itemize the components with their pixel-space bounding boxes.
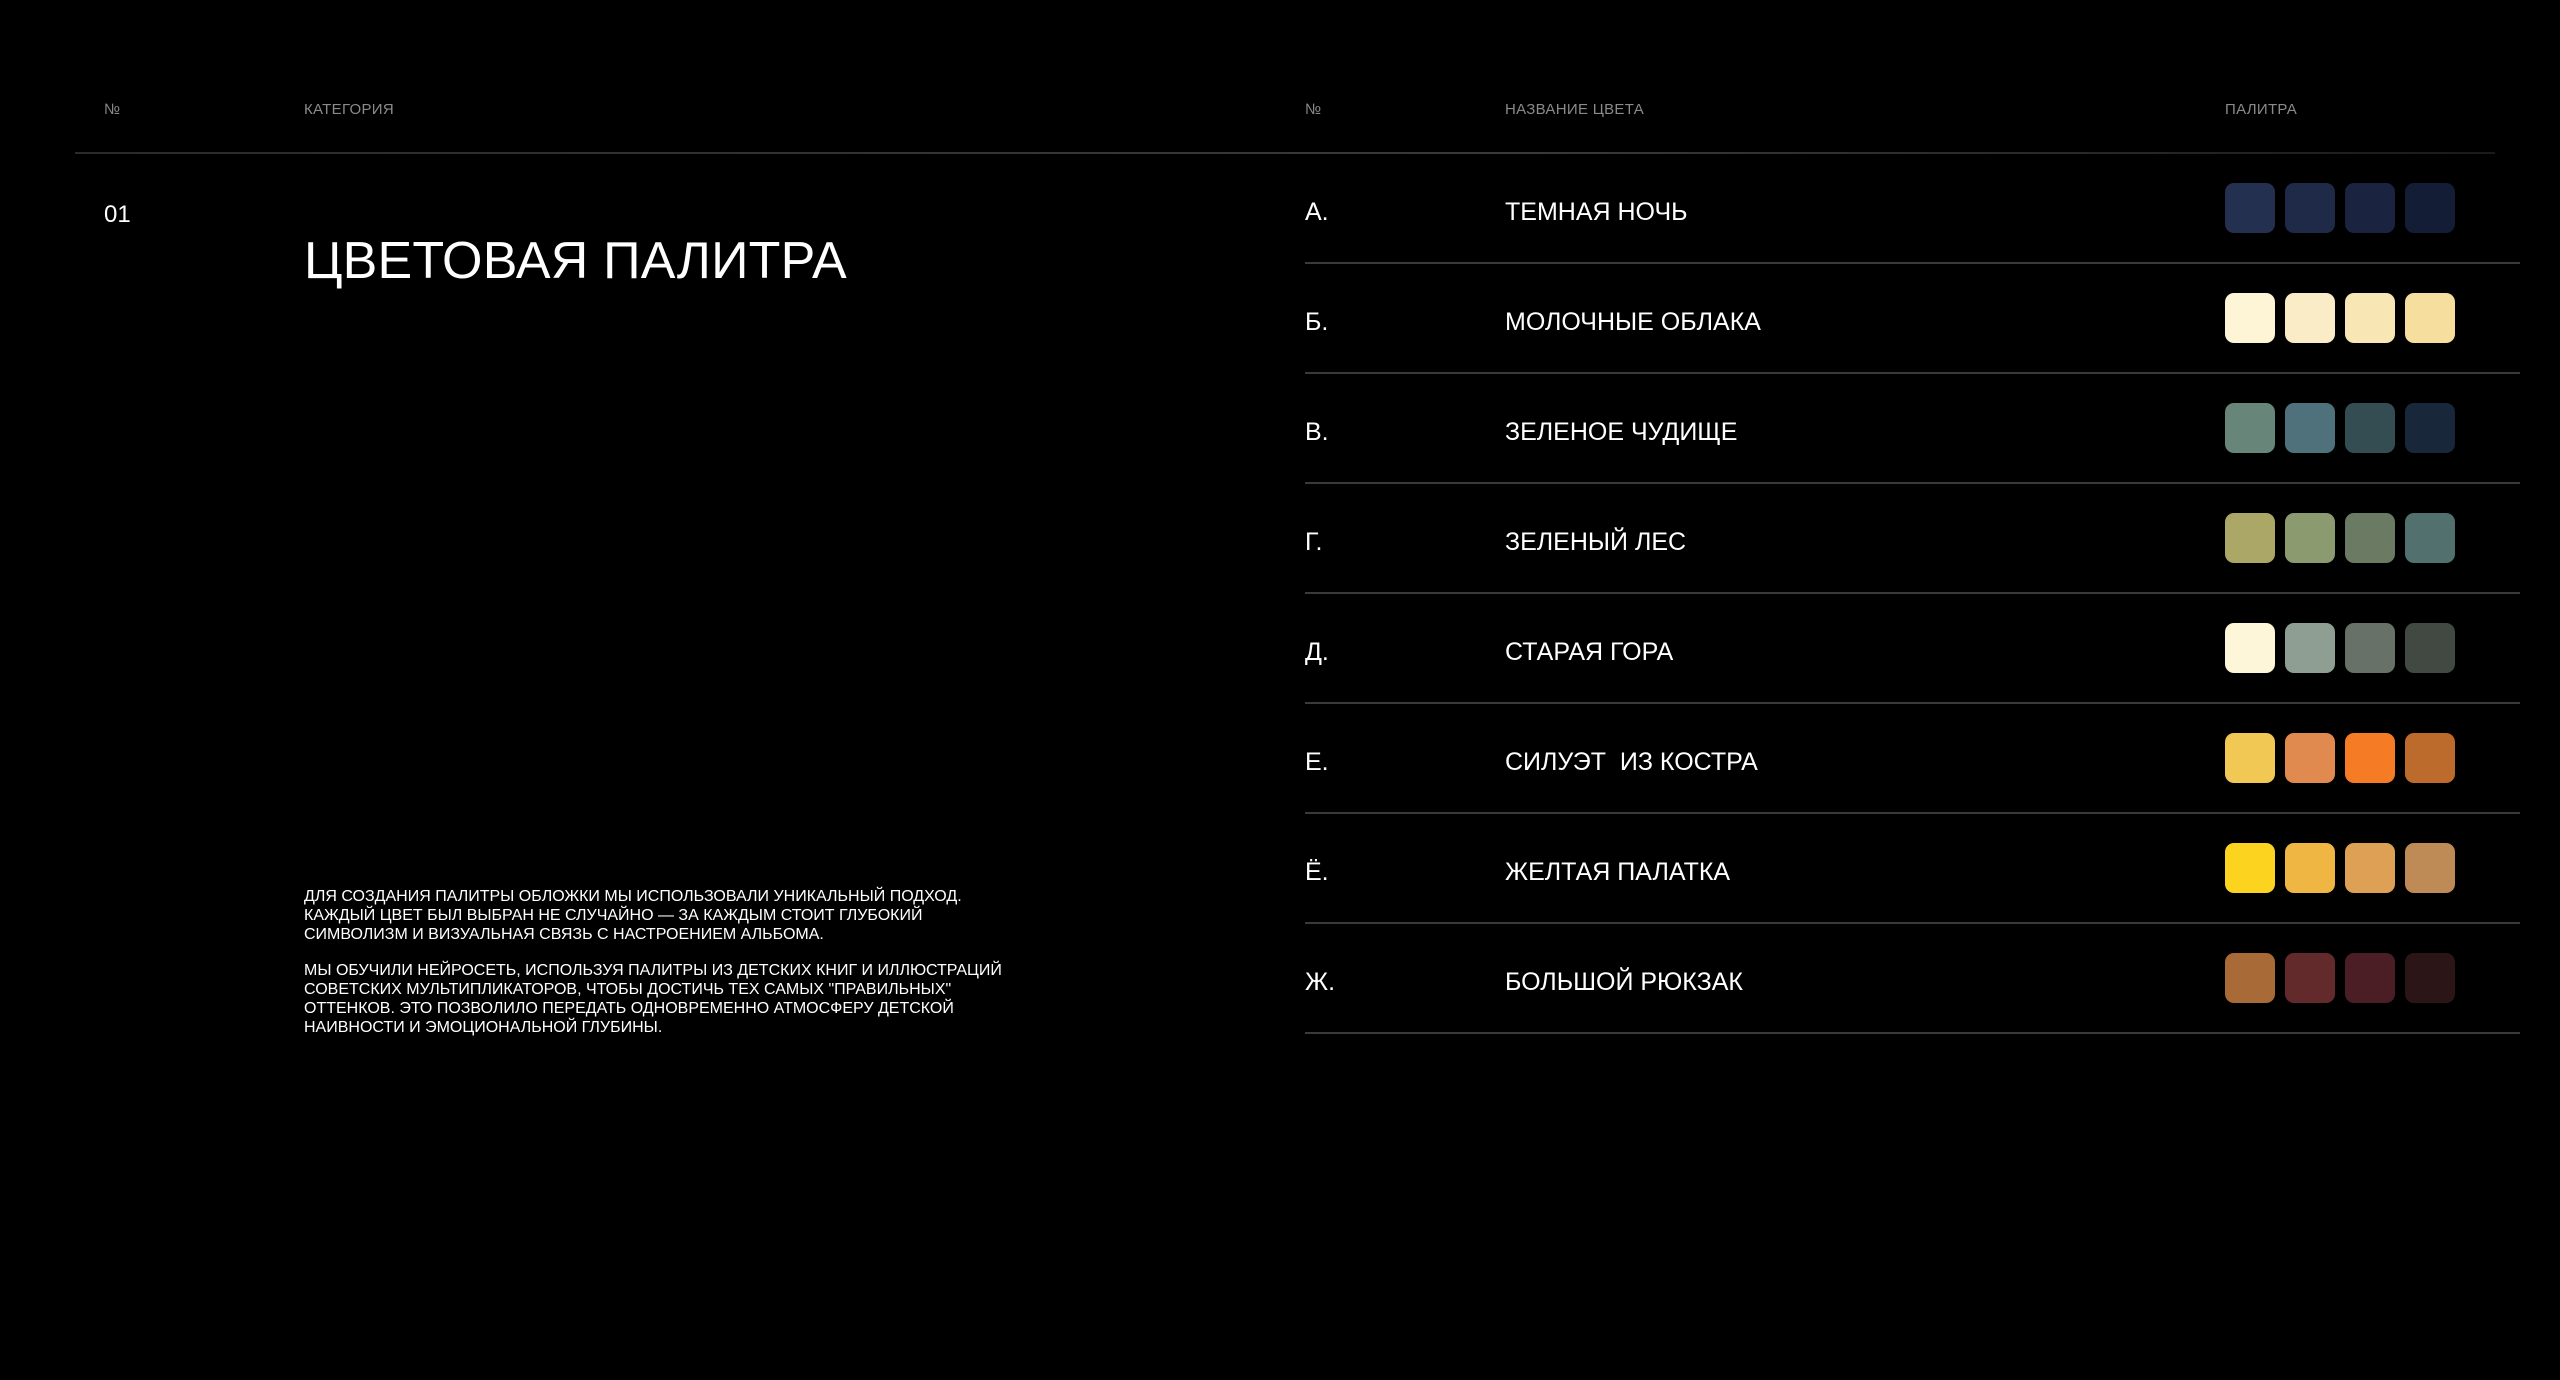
palette-swatches (2225, 293, 2455, 343)
color-swatch (2285, 843, 2335, 893)
palette-row-name: МОЛОЧНЫЕ ОБЛАКА (1505, 308, 1761, 336)
color-swatch (2285, 623, 2335, 673)
color-swatch (2345, 183, 2395, 233)
palette-row-letter: А. (1305, 198, 1329, 226)
color-swatch (2405, 843, 2455, 893)
color-swatch (2225, 513, 2275, 563)
color-swatch (2225, 733, 2275, 783)
color-swatch (2345, 953, 2395, 1003)
color-swatch (2225, 953, 2275, 1003)
palette-row-name: ЗЕЛЕНЫЙ ЛЕС (1505, 528, 1687, 556)
palette-swatches (2225, 403, 2455, 453)
palette-swatches (2225, 953, 2455, 1003)
palette-row (1305, 704, 2520, 814)
palette-row-name: СИЛУЭТ ИЗ КОСТРА (1505, 748, 1758, 776)
palette-row (1305, 374, 2520, 484)
color-swatch (2225, 293, 2275, 343)
palette-row-name: СТАРАЯ ГОРА (1505, 638, 1674, 666)
color-swatch (2345, 293, 2395, 343)
palette-row-name: ЗЕЛЕНОЕ ЧУДИЩЕ (1505, 418, 1738, 446)
color-swatch (2405, 953, 2455, 1003)
palette-row (1305, 484, 2520, 594)
color-swatch (2405, 733, 2455, 783)
color-swatch (2285, 183, 2335, 233)
header-palette-label: ПАЛИТРА (2225, 101, 2298, 118)
description (304, 887, 1024, 1054)
palette-row (1305, 814, 2520, 924)
palette-row-letter: В. (1305, 418, 1329, 446)
header-color-number-label: № (1305, 101, 1322, 118)
palette-row-letter: Г. (1305, 528, 1323, 556)
color-swatch (2405, 183, 2455, 233)
palette-swatches (2225, 183, 2455, 233)
palette-row (1305, 594, 2520, 704)
palette-row (1305, 924, 2520, 1034)
header-category-label: КАТЕГОРИЯ (304, 101, 395, 118)
header-color-name-label: НАЗВАНИЕ ЦВЕТА (1505, 101, 1645, 118)
color-swatch (2405, 293, 2455, 343)
color-swatch (2405, 513, 2455, 563)
color-swatch (2285, 953, 2335, 1003)
palette-row-name: БОЛЬШОЙ РЮКЗАК (1505, 968, 1743, 996)
color-swatch (2225, 183, 2275, 233)
palette-row-letter: Е. (1305, 748, 1329, 776)
color-swatch (2285, 513, 2335, 563)
color-swatch (2225, 843, 2275, 893)
palette-list (1305, 154, 2520, 1034)
palette-row-name: ЖЕЛТАЯ ПАЛАТКА (1505, 858, 1731, 886)
color-swatch (2405, 403, 2455, 453)
color-swatch (2345, 733, 2395, 783)
page-title: ЦВЕТОВАЯ ПАЛИТРА (304, 231, 847, 290)
color-swatch (2345, 623, 2395, 673)
palette-swatches (2225, 623, 2455, 673)
palette-row-letter: Ж. (1305, 968, 1336, 996)
color-swatch (2345, 513, 2395, 563)
palette-row-letter: Ё. (1305, 858, 1329, 886)
palette-swatches (2225, 843, 2455, 893)
palette-swatches (2225, 513, 2455, 563)
color-swatch (2345, 403, 2395, 453)
description-paragraph-2: МЫ ОБУЧИЛИ НЕЙРОСЕТЬ, ИСПОЛЬЗУЯ ПАЛИТРЫ ИЗ ДЕТСКИХ КНИГ И ИЛЛЮСТРАЦИЙ СОВЕТСКИХ МУЛЬТИПЛИКАТОРОВ, ЧТОБЫ ДОСТИЧЬ ТЕХ САМЫХ "ПРАВИЛЬНЫХ" ОТТЕНКОВ. ЭТО ПОЗВОЛИЛО ПЕРЕДАТЬ ОДНОВРЕМЕННО АТМОСФЕРУ ДЕТСКОЙ НАИВНОСТИ И ЭМОЦИОНАЛЬНОЙ ГЛУБИНЫ. (304, 962, 1002, 1036)
color-swatch (2285, 293, 2335, 343)
palette-row-letter: Б. (1305, 308, 1329, 336)
color-swatch (2225, 623, 2275, 673)
color-swatch (2225, 403, 2275, 453)
color-swatch (2285, 403, 2335, 453)
palette-swatches (2225, 733, 2455, 783)
palette-row (1305, 264, 2520, 374)
description-paragraph-1: ДЛЯ СОЗДАНИЯ ПАЛИТРЫ ОБЛОЖКИ МЫ ИСПОЛЬЗОВАЛИ УНИКАЛЬНЫЙ ПОДХОД. КАЖДЫЙ ЦВЕТ БЫЛ ВЫБРАН НЕ СЛУЧАЙНО — ЗА КАЖДЫМ СТОИТ ГЛУБОКИЙ СИМВОЛИЗМ И ВИЗУАЛЬНАЯ СВЯЗЬ С НАСТРОЕНИЕМ АЛЬБОМА. (304, 888, 962, 943)
header-number-label: № (104, 101, 121, 118)
color-swatch (2405, 623, 2455, 673)
palette-row-letter: Д. (1305, 638, 1329, 666)
color-swatch (2345, 843, 2395, 893)
palette-row (1305, 154, 2520, 264)
color-swatch (2285, 733, 2335, 783)
category-number: 01 (104, 201, 131, 228)
palette-row-name: ТЕМНАЯ НОЧЬ (1505, 198, 1688, 226)
